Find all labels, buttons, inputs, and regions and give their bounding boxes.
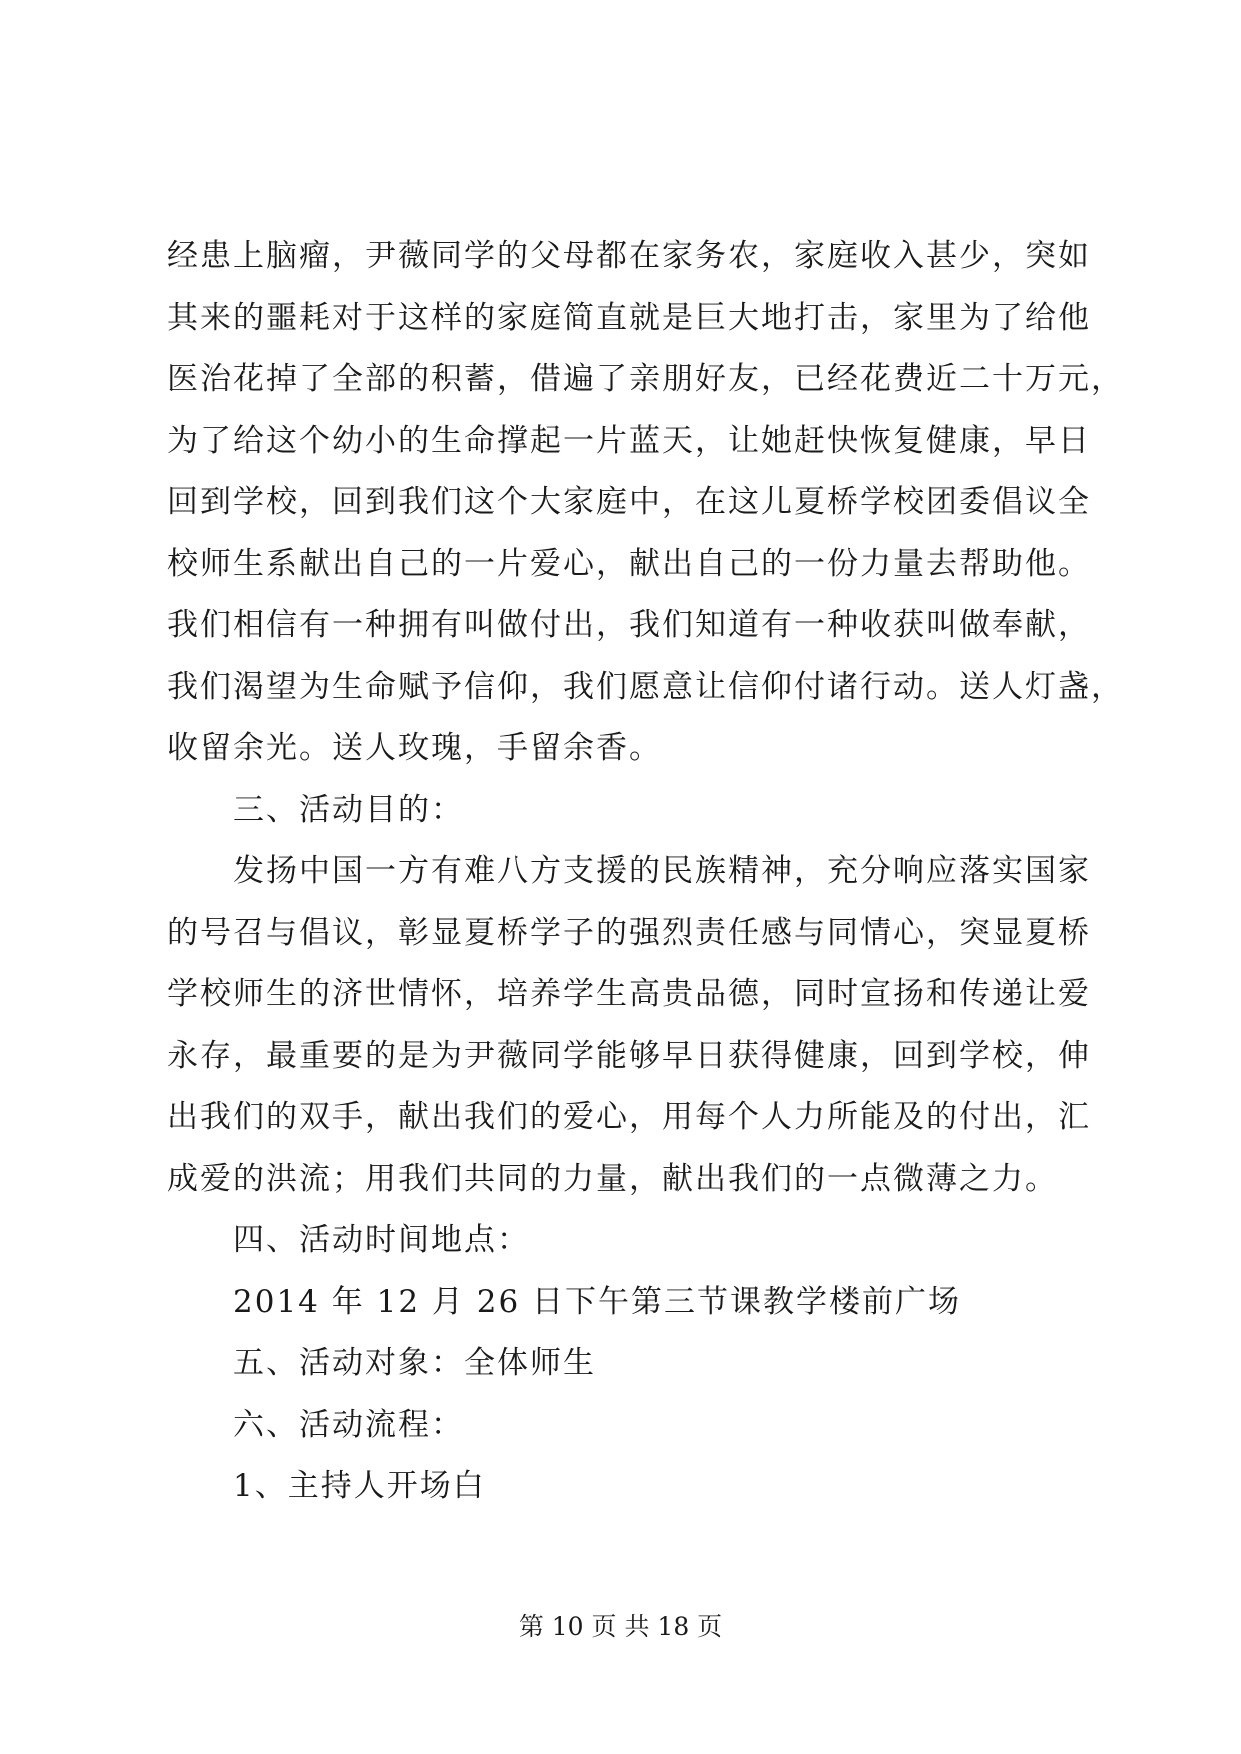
section-heading-process: 六、活动流程： — [233, 1406, 464, 1443]
paragraph-line: 为了给这个幼小的生命撑起一片蓝天，让她赶快恢复健康，早日 — [167, 422, 1091, 459]
paragraph-line: 出我们的双手，献出我们的爱心，用每个人力所能及的付出，汇 — [167, 1099, 1091, 1135]
paragraph-line: 医治花掉了全部的积蓄，借遍了亲朋好友，已经花费近二十万元， — [167, 361, 1124, 397]
section-heading-time-place: 四、活动时间地点： — [233, 1222, 530, 1258]
paragraph-line: 收留余光。送人玫瑰，手留余香。 — [167, 730, 662, 766]
section-heading-audience: 五、活动对象：全体师生 — [233, 1345, 596, 1381]
paragraph-line: 发扬中国一方有难八方支援的民族精神，充分响应落实国家 — [233, 853, 1091, 889]
document-body — [167, 226, 1124, 1518]
paragraph-line: 我们相信有一种拥有叫做付出，我们知道有一种收获叫做奉献， — [167, 607, 1091, 643]
paragraph-line: 学校师生的济世情怀，培养学生高贵品德，同时宣扬和传递让爱 — [167, 976, 1091, 1012]
process-step-item: 1、主持人开场白 — [233, 1468, 486, 1504]
paragraph-line: 校师生系献出自己的一片爱心，献出自己的一份力量去帮助他。 — [167, 545, 1091, 582]
section-heading-purpose: 三、活动目的： — [233, 791, 464, 828]
paragraph-line: 其来的噩耗对于这样的家庭简直就是巨大地打击，家里为了给他 — [167, 299, 1091, 336]
paragraph-line: 的号召与倡议，彰显夏桥学子的强烈责任感与同情心，突显夏桥 — [167, 914, 1091, 951]
page-number-footer: 第 10 页 共 18 页 — [518, 1612, 723, 1641]
paragraph-line: 永存，最重要的是为尹薇同学能够早日获得健康，回到学校，伸 — [167, 1037, 1091, 1074]
paragraph-line: 成爱的洪流；用我们共同的力量，献出我们的一点微薄之力。 — [167, 1160, 1058, 1197]
paragraph-line: 回到学校，回到我们这个大家庭中，在这儿夏桥学校团委倡议全 — [167, 484, 1091, 520]
paragraph-line: 我们渴望为生命赋予信仰，我们愿意让信仰付诸行动。送人灯盏， — [167, 668, 1124, 705]
event-date-location: 2014 年 12 月 26 日下午第三节课教学楼前广场 — [233, 1283, 962, 1320]
paragraph-line: 经患上脑瘤，尹薇同学的父母都在家务农，家庭收入甚少，突如 — [167, 238, 1091, 274]
